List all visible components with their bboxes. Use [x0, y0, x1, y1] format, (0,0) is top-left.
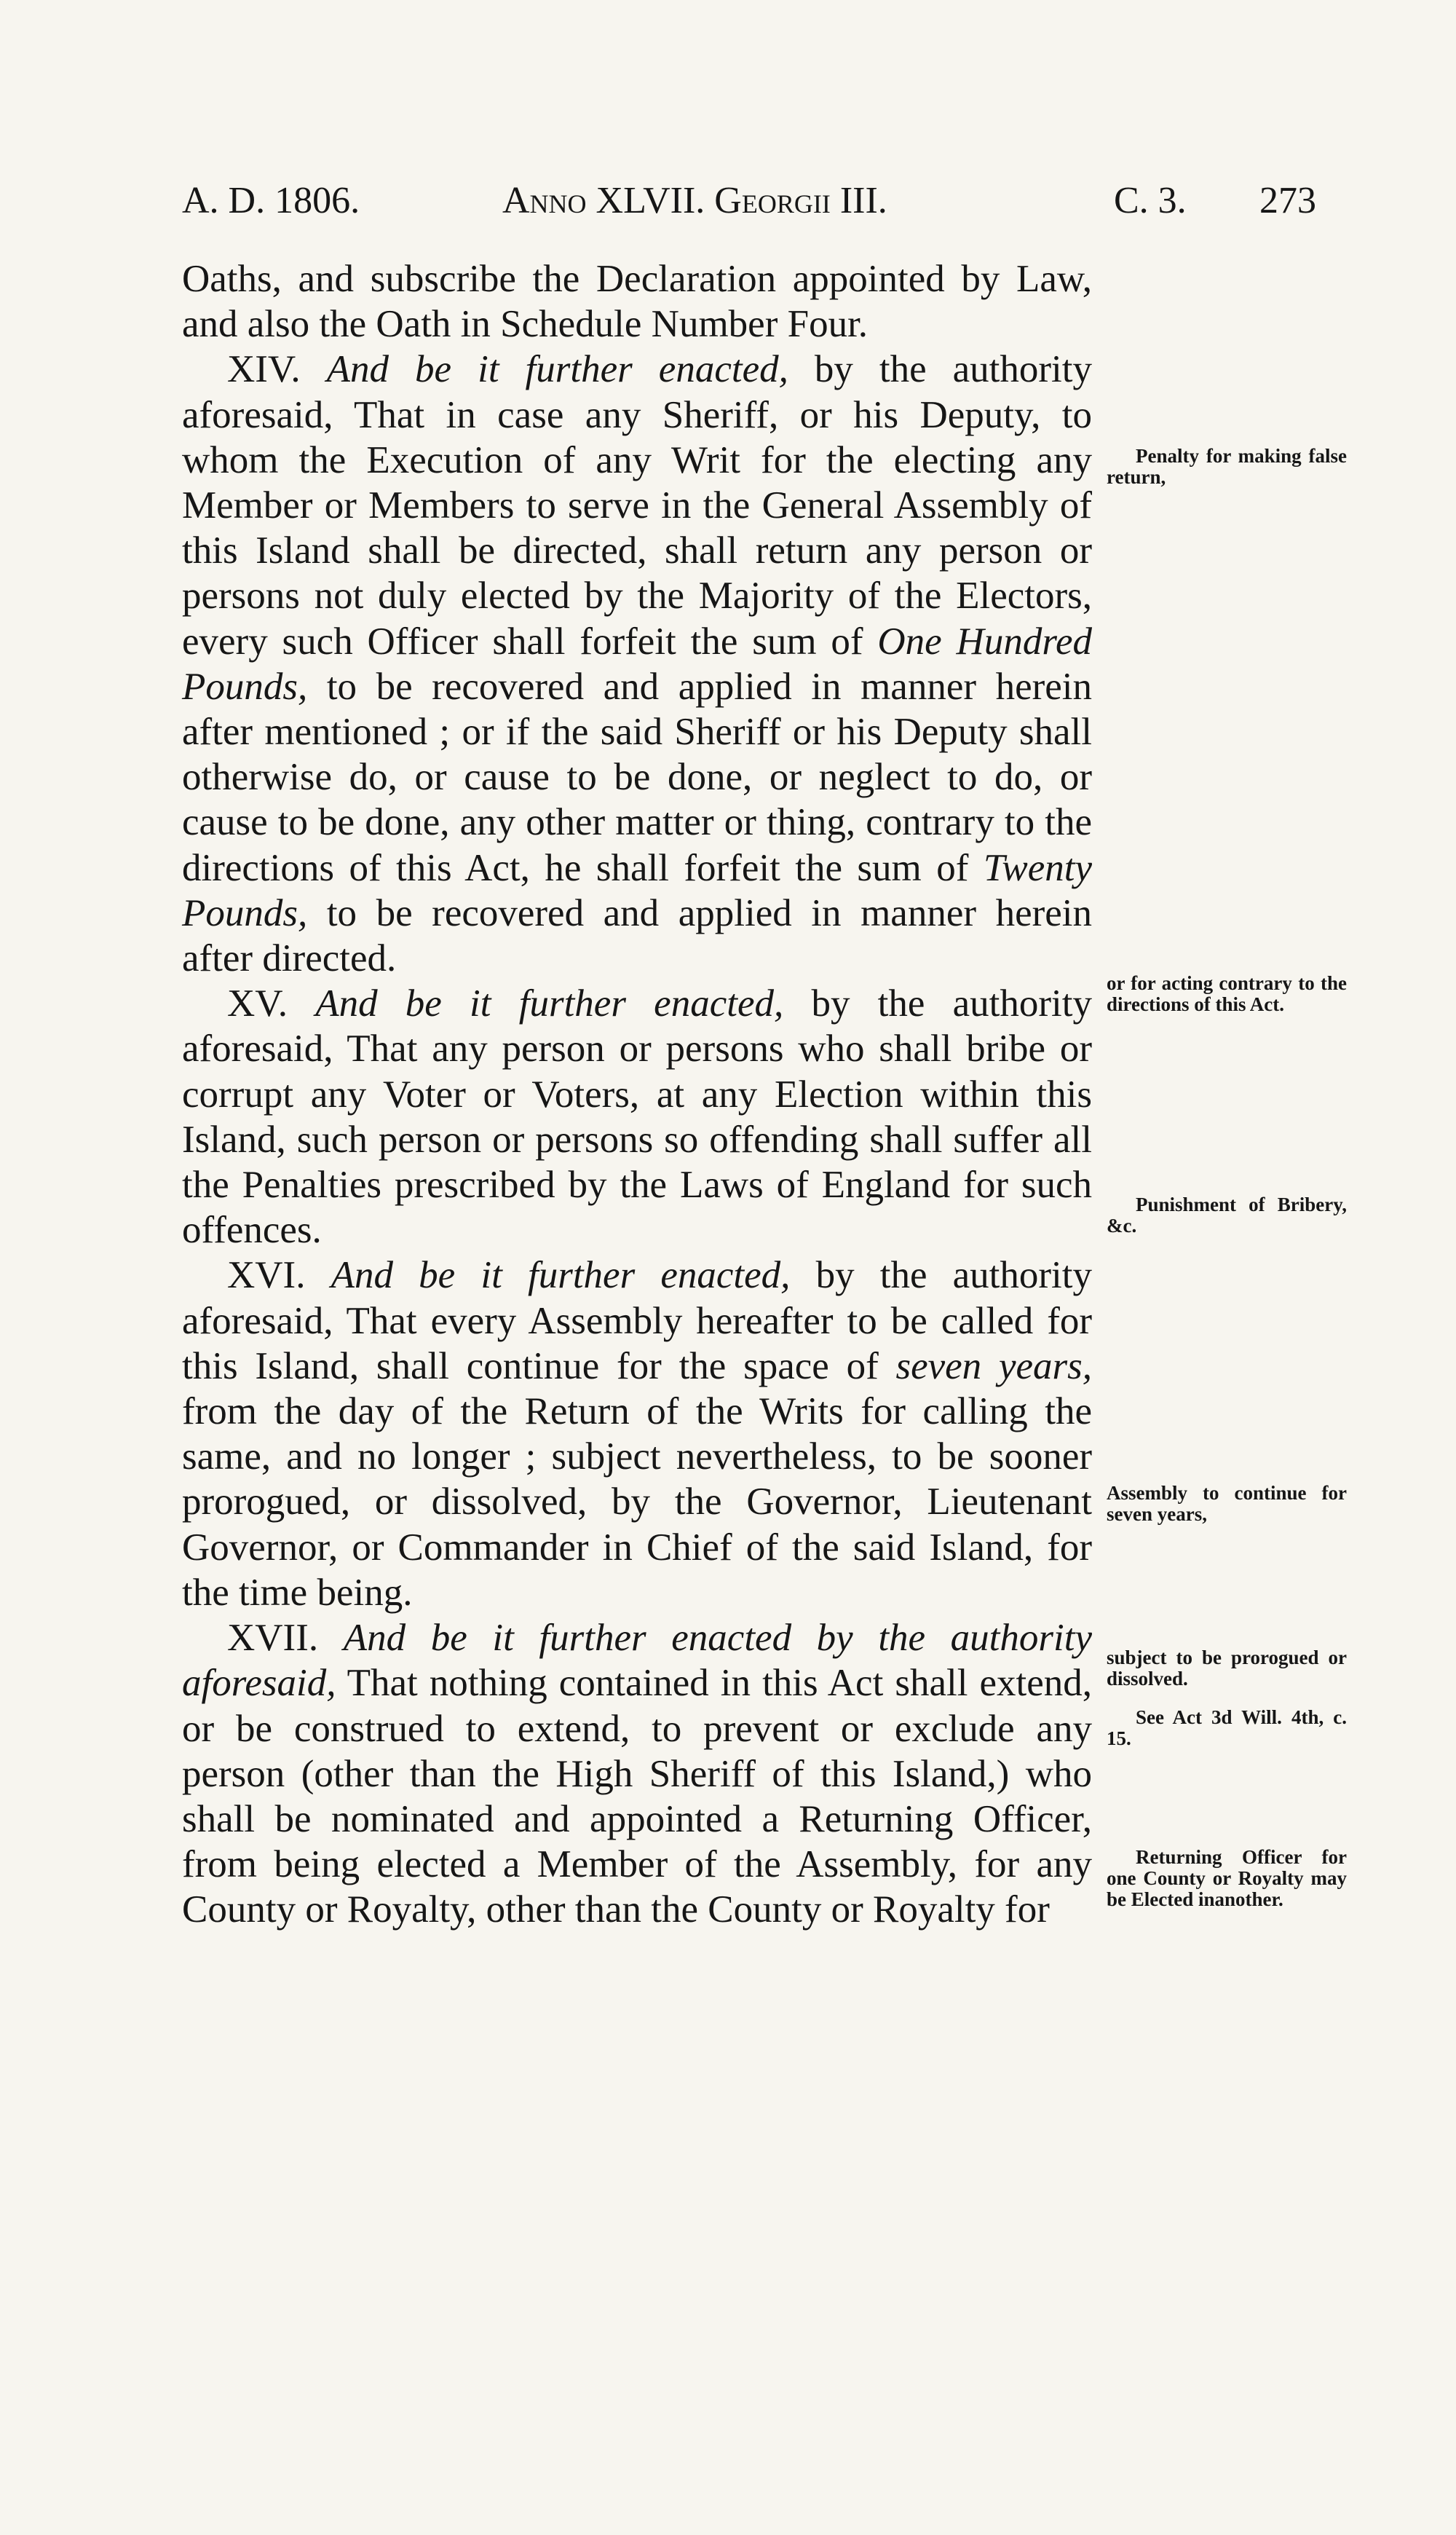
- margin-note-returning-officer: Returning Officer for one County or Royalty may be Elected inanother.: [1107, 1846, 1347, 1910]
- section-17: [182, 1615, 1092, 1932]
- section-16: [182, 1253, 1092, 1615]
- section-14-text-3: to be recovered and applied in manner herein after directed.: [182, 891, 1092, 980]
- header-year: A. D. 1806.: [182, 180, 360, 221]
- margin-note-seven-years: Assembly to continue for seven years,: [1107, 1482, 1347, 1525]
- margin-note-bribery: Punishment of Bribery, &c.: [1107, 1194, 1347, 1237]
- section-17-text-1: That nothing contained in this Act shall extend, or be construed to extend, to prevent or exclude any person (other than the High Sheriff of this Island,) who shall be nominated and appointed a Returning Officer, from being elected a Member of the Assembly, for any County or Royalty, other than the County or Royalty for: [182, 1662, 1092, 1931]
- continuation-paragraph: Oaths, and subscribe the Declaration appointed by Law, and also the Oath in Schedule Number Four.: [182, 258, 1092, 346]
- margin-note-see-act: See Act 3d Will. 4th, c. 15.: [1107, 1706, 1347, 1749]
- margin-note-acting-contrary: or for acting contrary to the directions of this Act.: [1107, 972, 1347, 1015]
- section-16-text-1: by the authority aforesaid, That every Assembly hereafter to be called for this Island, shall continue for the space of: [182, 1254, 1092, 1387]
- header-king-number: III.: [839, 180, 887, 221]
- section-14-text-2: to be recovered and applied in manner herein after mentioned ; or if the said Sheriff or his Deputy shall otherwise do, or cause to be done, or neglect to do, or cause to be done, any other matter or thing, contrary to the directions of this Act, he shall forfeit the sum of: [182, 665, 1092, 889]
- header-regnal-number: XLVII.: [596, 180, 705, 221]
- section-14-lead: And be it further enacted,: [326, 348, 788, 391]
- section-15: [182, 981, 1092, 1253]
- section-16-lead: And be it further enacted,: [331, 1254, 791, 1297]
- section-14-number: XIV.: [227, 348, 301, 391]
- page-number: 273: [1259, 180, 1316, 221]
- section-14-text-1: by the authority aforesaid, That in case any Sheriff, or his Deputy, to whom the Execution of any Writ for the electing any Member or Members to serve in the General Assembly of this Island shall be directed, shall return any person or persons not duly elected by the Majority of the Electors, every such Officer shall forfeit the sum of: [182, 348, 1093, 663]
- margin-note-false-return: Penalty for making false return,: [1107, 445, 1347, 488]
- margin-note-prorogued: subject to be prorogued or dissolved.: [1107, 1647, 1347, 1690]
- main-text: [182, 256, 1092, 1933]
- section-15-lead: And be it further enacted,: [315, 982, 784, 1025]
- section-15-text-1: by the authority aforesaid, That any person or persons who shall bribe or corrupt any Voter or Voters, at any Election within this Island, such person or persons so offending shall suffer all the Penalties prescribed by the Laws of England for such offences.: [182, 982, 1093, 1252]
- section-17-number: XVII.: [227, 1617, 319, 1660]
- running-header: [182, 172, 1332, 230]
- header-chapter: C. 3.: [1114, 180, 1187, 221]
- section-15-number: XV.: [227, 982, 288, 1025]
- section-16-number: XVI.: [227, 1254, 306, 1297]
- header-regnal: [502, 172, 887, 230]
- section-14: [182, 347, 1092, 981]
- section-16-term: seven years,: [895, 1344, 1092, 1387]
- section-14-sum-2: Twenty Pounds,: [182, 846, 1092, 934]
- section-14-sum-1: One Hundred Pounds,: [182, 620, 1093, 708]
- section-17-lead: And be it further enacted by the authority aforesaid,: [182, 1617, 1093, 1705]
- section-16-text-2: from the day of the Return of the Writs for calling the same, and no longer ; subject nevertheless, to be sooner prorogued, or dissolved, by the Governor, Lieutenant Governor, or Commander in Chief of the said Island, for the time being.: [182, 1390, 1092, 1614]
- header-king: Georgii: [714, 180, 831, 221]
- header-anno: Anno: [502, 180, 587, 221]
